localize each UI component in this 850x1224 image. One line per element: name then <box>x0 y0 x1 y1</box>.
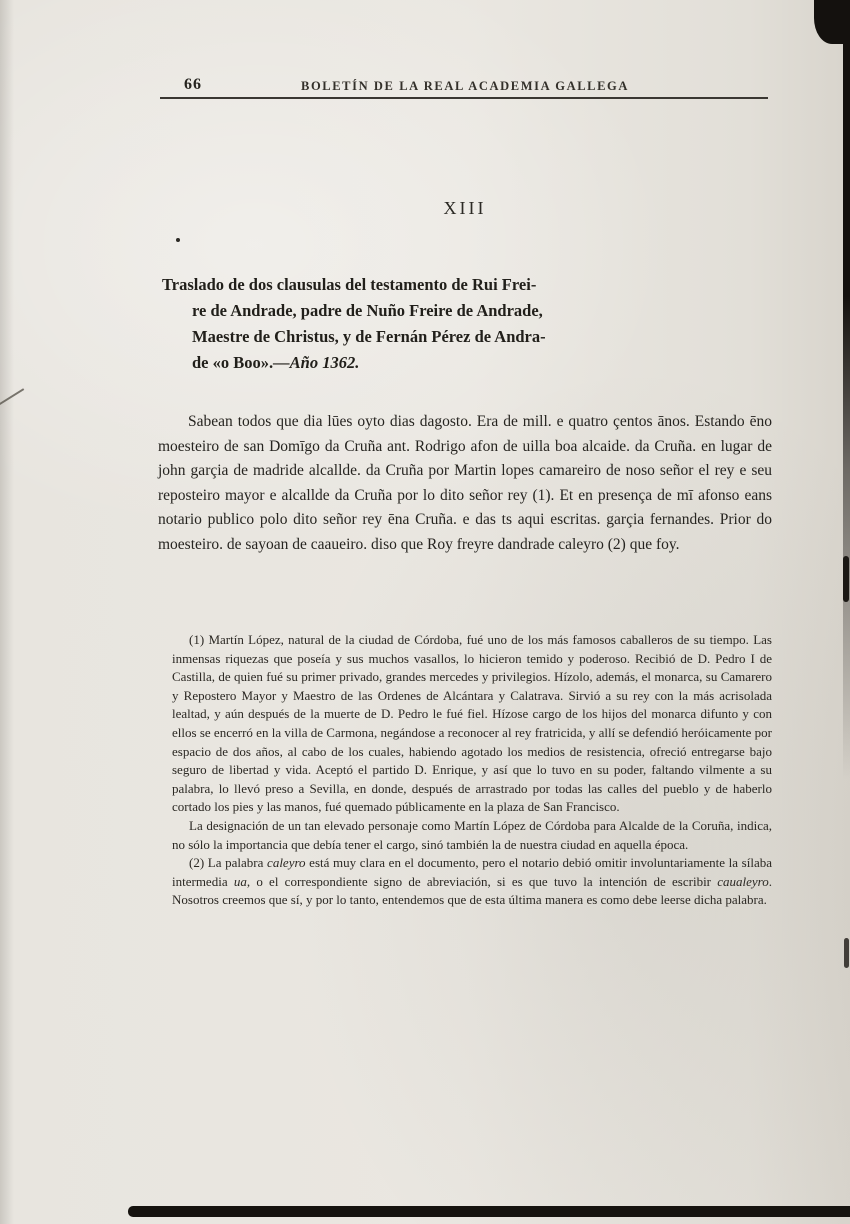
footnote-1-paragraph-1: (1) Martín López, natural de la ciudad de Córdoba, fué uno de los más famosos caballeros de su tiempo. Las inmensas riquezas que poseía y sus muchos vasallos, lo hicieron temido y poderoso. Recibió de D. Pedro I de Castilla, de quien fué su primer privado, grandes mercedes y privilegios. Hízolo, además, el monarca, su Camarero y Repostero Mayor y Maestro de las Ordenes de Alcántara y Calatrava. Sirvió a su rey con la más acrisolada lealtad, y aún después de la muerte de D. Pedro le fué fiel. Hízose cargo de los hijos del monarca difunto y con ellos se encerró en la villa de Carmona, negándose a reconocer al rey fratricida, y allí se defendió heróicamente por espacio de dos años, al cabo de los cuales, habiendo agotado los medios de resistencia, ofreció entregarse bajo seguro de libertad y vida. Aceptó el partido D. Enrique, y así que lo tuvo en su poder, faltando vilmente a su palabra, lo llevó preso a Sevilla, en donde, después de arrastrado por todas las calles del pueblo y de haberlo cortado los pies y las manos, fué quemado públicamente en la plaza de San Francisco. <box>172 632 772 815</box>
header-rule <box>160 97 768 99</box>
footnote-2: (2) La palabra caleyro está muy clara en el documento, pero el notario debió omitir involuntariamente la sílaba intermedia ua, o el correspondiente signo de abreviación, si es que tuvo la intención de escribir caualeyro. Nosotros creemos que sí, y por lo tanto, entendemos que de esta última manera es como debe leerse dicha palabra. <box>172 855 772 908</box>
scan-edge-shade <box>0 0 14 1224</box>
scan-bottom-edge-artifact <box>128 1206 850 1217</box>
title-line: re de Andrade, padre de Nuño Freire de Andrade, <box>192 301 543 320</box>
scan-mark-artifact <box>843 556 849 602</box>
scan-mark-artifact <box>844 938 849 968</box>
title-line: Traslado de dos clausulas del testamento de Rui Frei- <box>162 275 537 294</box>
title-line-text: de «o Boo». <box>192 353 274 372</box>
section-number: XIII <box>443 198 487 218</box>
page-header <box>160 76 770 96</box>
scan-corner-artifact <box>814 0 850 44</box>
footnotes-block <box>172 631 772 910</box>
journal-title: BOLETÍN DE LA REAL ACADEMIA GALLEGA <box>301 79 629 93</box>
main-paragraph: Sabean todos que dia lūes oyto dias dagosto. Era de mill. e quatro çentos ānos. Estando ēno moesteiro de san Domīgo da Cruña ant. Rodrigo afon de uilla boa alcaide. da Cruña. en lugar de john garçia de madride alcallde. da Cruña por Martin lopes camareiro de noso señor el rey e seu reposteiro mayor e alcallde da Cruña por lo dito señor rey (1). Et en presença de mī afonso eans notario publico polo dito señor rey ēna Cruña. e das ts aqui escritas. garçia fernandes. Prior do moesteiro. de sayoan de caaueiro. diso que Roy freyre dandrade caleyro (2) que foy. <box>158 413 772 553</box>
document-title <box>162 272 780 376</box>
title-line <box>162 350 780 376</box>
scan-edge-artifact-right <box>843 0 850 780</box>
footnote-1-paragraph-2: La designación de un tan elevado personaje como Martín López de Córdoba para Alcalde de la Coruña, indica, no sólo la importancia que debía tener el cargo, sinó también la de nuestra ciudad en aquella época. <box>172 817 772 852</box>
title-date: —Año 1362. <box>273 353 360 372</box>
title-line: Maestre de Christus, y de Fernán Pérez de Andra- <box>192 327 546 346</box>
main-text-block <box>158 410 772 558</box>
ink-dot-artifact <box>176 238 180 242</box>
page-number: 66 <box>184 76 202 93</box>
